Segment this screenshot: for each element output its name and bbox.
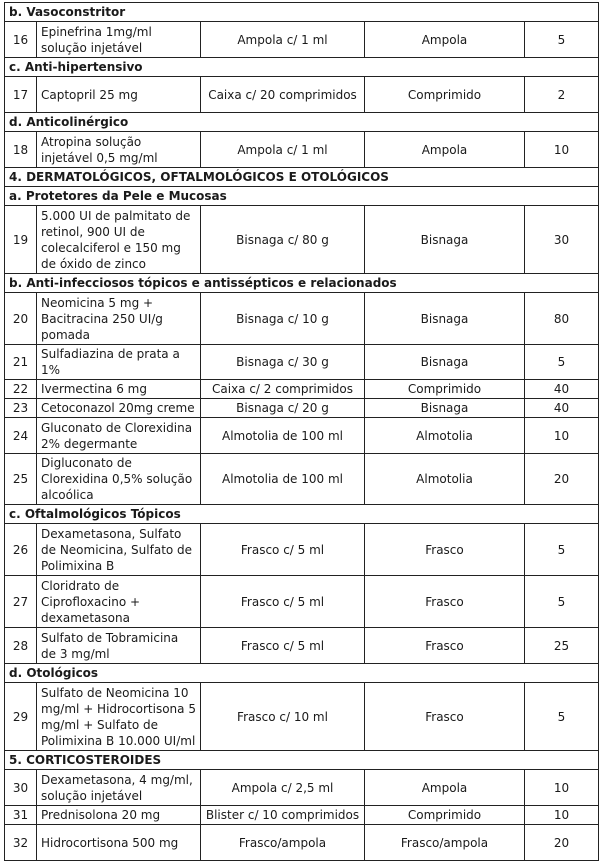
item-unit: Bisnaga (365, 293, 525, 345)
item-unit: Comprimido (365, 806, 525, 825)
section-header: c. Anti-hipertensivo (5, 58, 599, 77)
table-row (5, 206, 599, 274)
item-name: Ivermectina 6 mg (37, 380, 201, 399)
item-unit: Comprimido (365, 77, 525, 113)
section-header: b. Anti-infecciosos tópicos e antissépticos e relacionados (5, 274, 599, 293)
item-presentation: Blister c/ 10 comprimidos (201, 806, 365, 825)
item-name: Neomicina 5 mg + Bacitracina 250 UI/g pomada (37, 293, 201, 345)
item-number: 24 (5, 418, 37, 454)
item-name: Dexametasona, 4 mg/ml, solução injetável (37, 770, 201, 806)
table-row (5, 132, 599, 168)
item-quantity: 30 (525, 206, 599, 274)
item-number: 31 (5, 806, 37, 825)
item-name: Dexametasona, Sulfato de Neomicina, Sulfato de Polimixina B (37, 524, 201, 576)
medication-table (4, 2, 599, 861)
item-presentation: Ampola c/ 1 ml (201, 132, 365, 168)
section-header-row (5, 168, 599, 187)
item-quantity: 80 (525, 293, 599, 345)
item-number: 16 (5, 22, 37, 58)
item-unit: Almotolia (365, 454, 525, 505)
item-quantity: 10 (525, 132, 599, 168)
table-row (5, 770, 599, 806)
section-header: d. Otológicos (5, 664, 599, 683)
item-unit: Frasco (365, 683, 525, 751)
item-quantity: 10 (525, 418, 599, 454)
item-presentation: Bisnaga c/ 20 g (201, 399, 365, 418)
item-presentation: Bisnaga c/ 80 g (201, 206, 365, 274)
item-number: 30 (5, 770, 37, 806)
item-unit: Bisnaga (365, 399, 525, 418)
item-name: Sulfadiazina de prata a 1% (37, 345, 201, 380)
item-presentation: Frasco/ampola (201, 825, 365, 861)
item-name: Digluconato de Clorexidina 0,5% solução alcoólica (37, 454, 201, 505)
item-presentation: Frasco c/ 5 ml (201, 628, 365, 664)
item-number: 17 (5, 77, 37, 113)
section-header: 5. CORTICOSTEROIDES (5, 751, 599, 770)
item-presentation: Caixa c/ 20 comprimidos (201, 77, 365, 113)
item-name: 5.000 UI de palmitato de retinol, 900 UI de colecalciferol e 150 mg de óxido de zinco (37, 206, 201, 274)
section-header: b. Vasoconstritor (5, 3, 599, 22)
table-row (5, 418, 599, 454)
item-quantity: 5 (525, 683, 599, 751)
item-presentation: Almotolia de 100 ml (201, 454, 365, 505)
item-unit: Ampola (365, 770, 525, 806)
table-row (5, 380, 599, 399)
item-quantity: 5 (525, 345, 599, 380)
item-number: 27 (5, 576, 37, 628)
item-name: Sulfato de Neomicina 10 mg/ml + Hidrocortisona 5 mg/ml + Sulfato de Polimixina B 10.000 UI/ml (37, 683, 201, 751)
item-quantity: 40 (525, 399, 599, 418)
item-quantity: 5 (525, 22, 599, 58)
table-row (5, 399, 599, 418)
item-quantity: 5 (525, 576, 599, 628)
item-quantity: 20 (525, 825, 599, 861)
item-presentation: Caixa c/ 2 comprimidos (201, 380, 365, 399)
table-row (5, 77, 599, 113)
section-header: c. Oftalmológicos Tópicos (5, 505, 599, 524)
item-unit: Frasco (365, 576, 525, 628)
item-unit: Bisnaga (365, 206, 525, 274)
item-presentation: Bisnaga c/ 30 g (201, 345, 365, 380)
table-row (5, 628, 599, 664)
item-unit: Frasco/ampola (365, 825, 525, 861)
item-unit: Ampola (365, 132, 525, 168)
section-header: d. Anticolinérgico (5, 113, 599, 132)
item-unit: Almotolia (365, 418, 525, 454)
item-number: 20 (5, 293, 37, 345)
item-number: 32 (5, 825, 37, 861)
item-name: Hidrocortisona 500 mg (37, 825, 201, 861)
item-quantity: 10 (525, 770, 599, 806)
item-quantity: 5 (525, 524, 599, 576)
section-header-row (5, 664, 599, 683)
item-number: 23 (5, 399, 37, 418)
item-name: Cetoconazol 20mg creme (37, 399, 201, 418)
item-unit: Ampola (365, 22, 525, 58)
table-row (5, 806, 599, 825)
item-number: 25 (5, 454, 37, 505)
item-name: Prednisolona 20 mg (37, 806, 201, 825)
item-number: 19 (5, 206, 37, 274)
item-name: Gluconato de Clorexidina 2% degermante (37, 418, 201, 454)
table-row (5, 825, 599, 861)
item-presentation: Frasco c/ 5 ml (201, 576, 365, 628)
item-number: 18 (5, 132, 37, 168)
item-presentation: Ampola c/ 2,5 ml (201, 770, 365, 806)
section-header-row (5, 113, 599, 132)
item-name: Cloridrato de Ciprofloxacino + dexametasona (37, 576, 201, 628)
item-quantity: 25 (525, 628, 599, 664)
section-header-row (5, 274, 599, 293)
item-quantity: 20 (525, 454, 599, 505)
item-number: 22 (5, 380, 37, 399)
item-presentation: Ampola c/ 1 ml (201, 22, 365, 58)
item-name: Epinefrina 1mg/ml solução injetável (37, 22, 201, 58)
section-header: 4. DERMATOLÓGICOS, OFTALMOLÓGICOS E OTOLÓGICOS (5, 168, 599, 187)
table-row (5, 524, 599, 576)
item-name: Captopril 25 mg (37, 77, 201, 113)
item-number: 28 (5, 628, 37, 664)
table-row (5, 22, 599, 58)
section-header: a. Protetores da Pele e Mucosas (5, 187, 599, 206)
item-unit: Comprimido (365, 380, 525, 399)
item-quantity: 10 (525, 806, 599, 825)
item-quantity: 40 (525, 380, 599, 399)
item-name: Sulfato de Tobramicina de 3 mg/ml (37, 628, 201, 664)
item-quantity: 2 (525, 77, 599, 113)
table-row (5, 345, 599, 380)
item-presentation: Frasco c/ 5 ml (201, 524, 365, 576)
item-number: 26 (5, 524, 37, 576)
item-name: Atropina solução injetável 0,5 mg/ml (37, 132, 201, 168)
section-header-row (5, 505, 599, 524)
item-presentation: Frasco c/ 10 ml (201, 683, 365, 751)
table-row (5, 454, 599, 505)
item-number: 21 (5, 345, 37, 380)
table-row (5, 683, 599, 751)
item-number: 29 (5, 683, 37, 751)
medication-table-body (5, 3, 599, 861)
item-presentation: Almotolia de 100 ml (201, 418, 365, 454)
table-row (5, 293, 599, 345)
section-header-row (5, 3, 599, 22)
table-row (5, 576, 599, 628)
section-header-row (5, 751, 599, 770)
item-unit: Frasco (365, 524, 525, 576)
item-unit: Bisnaga (365, 345, 525, 380)
item-unit: Frasco (365, 628, 525, 664)
item-presentation: Bisnaga c/ 10 g (201, 293, 365, 345)
section-header-row (5, 58, 599, 77)
section-header-row (5, 187, 599, 206)
